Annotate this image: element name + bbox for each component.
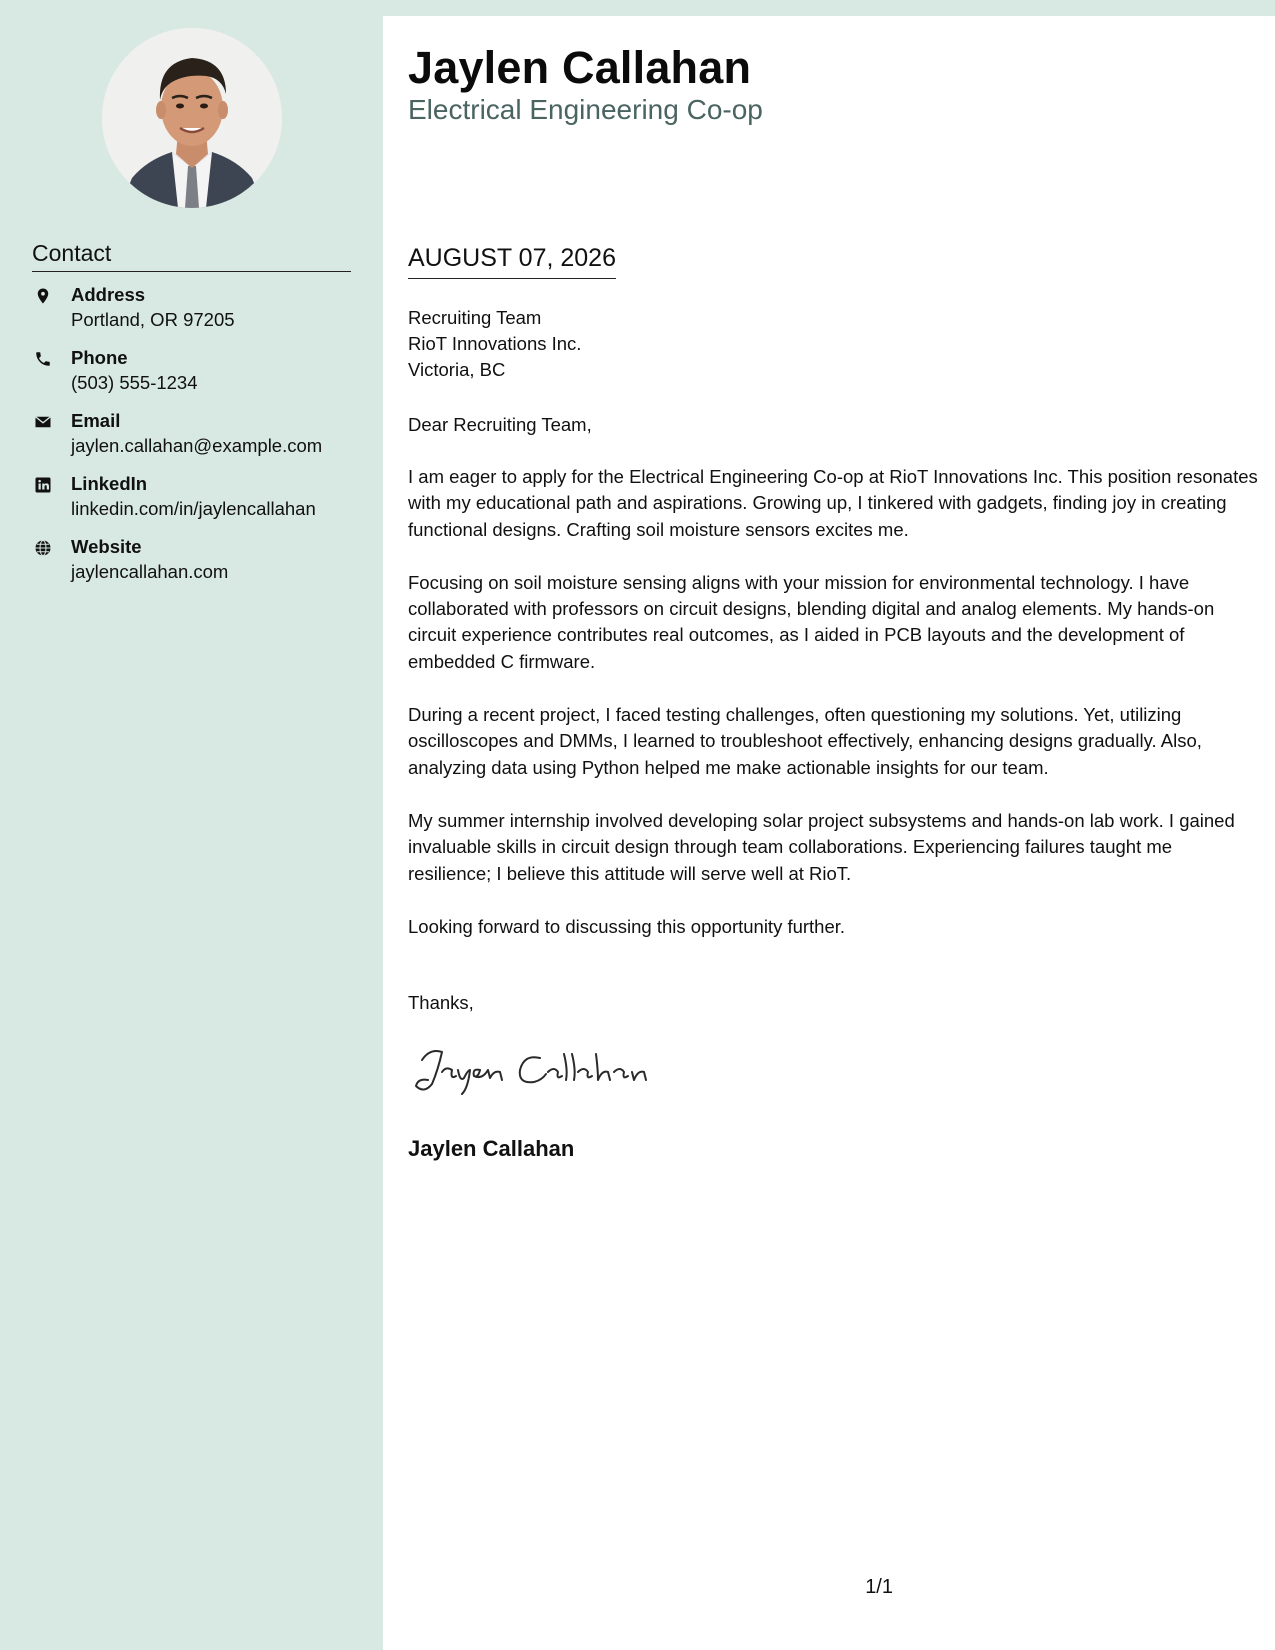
applicant-role: Electrical Engineering Co-op [408,94,763,125]
body-paragraph: My summer internship involved developing solar project subsystems and hands-on lab work. I gained invaluable skills in circuit design through team collaborations. Experiencing failures taught me resilience; I believe this attitude will serve well at RioT. [408,809,1235,884]
contact-item-linkedin [32,473,362,536]
envelope-icon [34,413,52,431]
recipient-block [408,305,581,383]
contact-label: LinkedIn [71,473,148,494]
closing: Thanks, [408,992,474,1013]
letter-body [408,464,1258,967]
contact-value: jaylencallahan.com [71,561,229,582]
contact-heading: Contact [32,240,351,272]
contact-item-address [32,284,362,347]
letter-date: AUGUST 07, 2026 [408,244,616,279]
body-paragraph: Focusing on soil moisture sensing aligns with your mission for environmental technology. I have collaborated with professors on circuit designs, blending digital and analog elements. My hands-on circuit experience contributes real outcomes, as I aided in PCB layouts and the development of embedded C firmware. [408,571,1215,672]
recipient-line: Recruiting Team [408,307,542,328]
contact-value: linkedin.com/in/jaylencallahan [71,498,316,519]
profile-photo-illustration [102,28,282,208]
globe-icon [34,539,52,557]
recipient-line: RioT Innovations Inc. [408,333,582,354]
contact-list [32,284,362,599]
signer-name: Jaylen Callahan [408,1136,575,1161]
contact-label: Email [71,410,121,431]
salutation: Dear Recruiting Team, [408,414,592,435]
phone-icon [34,350,52,368]
handwritten-signature [408,1040,668,1100]
contact-item-email [32,410,362,473]
recipient-line: Victoria, BC [408,359,506,380]
body-paragraph: During a recent project, I faced testing challenges, often questioning my solutions. Yet, utilizing oscilloscopes and DMMs, I learned to troubleshoot effectively, enhancing designs gradually. Also, analyzing data using Python helped me make actionable insights for our team. [408,704,1202,778]
letter-page [383,16,1275,1650]
contact-value: (503) 555-1234 [71,372,198,393]
contact-label: Address [71,284,146,305]
body-paragraph: I am eager to apply for the Electrical Engineering Co-op at RioT Innovations Inc. This position resonates with my educational path and aspirations. Growing up, I tinkered with gadgets, finding joy in creating functional designs. Crafting soil moisture sensors excites me. [408,466,1258,540]
contact-value: Portland, OR 97205 [71,309,235,330]
sidebar [0,0,383,1650]
contact-label: Website [71,536,142,557]
contact-value: jaylen.callahan@example.com [71,435,323,456]
linkedin-icon [34,476,52,494]
body-paragraph: Looking forward to discussing this opportunity further. [408,915,846,937]
profile-photo [102,28,282,208]
contact-label: Phone [71,347,128,368]
map-pin-icon [34,287,52,305]
contact-item-phone [32,347,362,410]
contact-item-website [32,536,362,599]
page-number: 1/1 [865,1576,893,1598]
applicant-name: Jaylen Callahan [408,42,752,93]
